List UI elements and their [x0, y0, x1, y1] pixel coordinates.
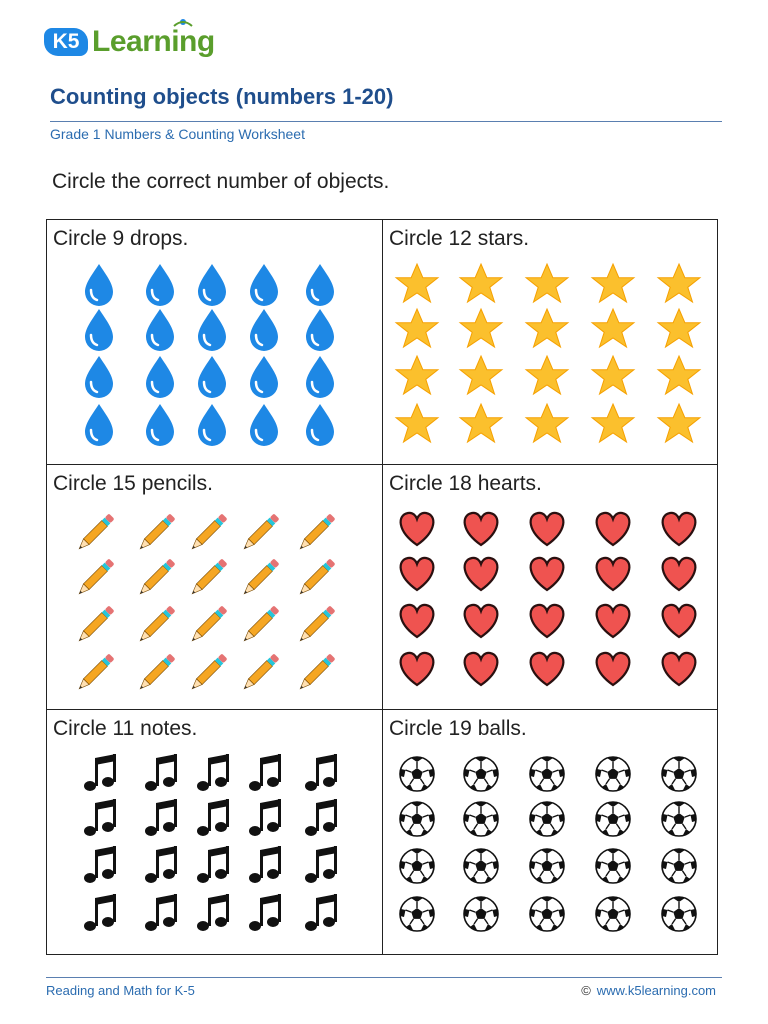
exercise-prompt: Circle 9 drops.: [53, 227, 189, 250]
soccer-ball-icon: [464, 802, 498, 836]
heart-icon: [401, 605, 434, 637]
heart-icon: [401, 653, 434, 685]
music-note-icon: [145, 846, 177, 883]
drop-icon: [85, 356, 113, 398]
star-icon: [526, 264, 568, 302]
music-note-icon: [249, 754, 281, 791]
drop-icon: [306, 264, 334, 306]
pencil-icon: [241, 558, 279, 596]
soccer-ball-icon: [596, 757, 630, 791]
drop-icon: [250, 309, 278, 351]
footer-site-link[interactable]: [581, 983, 716, 998]
music-note-icon: [84, 799, 116, 836]
star-icon: [592, 264, 634, 302]
soccer-ball-icon: [662, 802, 696, 836]
heart-icon: [531, 513, 564, 545]
footer-divider: [46, 977, 722, 978]
pencil-icon: [297, 653, 335, 691]
music-note-icon: [197, 799, 229, 836]
hearts-group: [383, 501, 718, 707]
pencil-icon: [189, 558, 227, 596]
soccer-ball-icon: [530, 897, 564, 931]
k5-learning-logo[interactable]: [44, 16, 224, 64]
soccer-ball-icon: [400, 757, 434, 791]
pencil-icon: [189, 605, 227, 643]
star-icon: [396, 404, 438, 442]
exercise-prompt: Circle 12 stars.: [389, 227, 530, 250]
music-note-icon: [197, 894, 229, 931]
music-note-icon: [84, 894, 116, 931]
notes-group: [47, 746, 382, 952]
music-note-icon: [145, 894, 177, 931]
music-note-icon: [84, 754, 116, 791]
star-icon: [526, 309, 568, 347]
logo-star-icon: [172, 16, 194, 32]
star-icon: [658, 309, 700, 347]
instructions-text: Circle the correct number of objects.: [52, 170, 390, 193]
star-icon: [460, 356, 502, 394]
drop-icon: [250, 264, 278, 306]
stars-group: [383, 256, 718, 462]
heart-icon: [663, 653, 696, 685]
pencil-icon: [241, 513, 279, 551]
soccer-ball-icon: [400, 849, 434, 883]
heart-icon: [597, 605, 630, 637]
exercise-prompt: Circle 19 balls.: [389, 717, 527, 740]
drop-icon: [198, 264, 226, 306]
soccer-ball-icon: [400, 897, 434, 931]
copyright-symbol: ©: [581, 983, 591, 998]
drop-icon: [146, 309, 174, 351]
drop-icon: [198, 356, 226, 398]
star-icon: [658, 356, 700, 394]
exercise-cell-drops: [47, 220, 383, 465]
music-note-icon: [305, 894, 337, 931]
pencil-icon: [137, 558, 175, 596]
logo-badge: K5: [44, 28, 88, 56]
soccer-ball-icon: [464, 757, 498, 791]
pencil-icon: [297, 605, 335, 643]
music-note-icon: [249, 894, 281, 931]
balls-group: [383, 746, 718, 952]
heart-icon: [531, 558, 564, 590]
footer-tagline: Reading and Math for K-5: [46, 983, 195, 998]
pencil-icon: [189, 653, 227, 691]
drop-icon: [198, 404, 226, 446]
soccer-ball-icon: [662, 757, 696, 791]
pencil-icon: [137, 605, 175, 643]
drop-icon: [306, 309, 334, 351]
music-note-icon: [197, 754, 229, 791]
soccer-ball-icon: [464, 849, 498, 883]
drop-icon: [85, 264, 113, 306]
heart-icon: [531, 605, 564, 637]
drop-icon: [85, 309, 113, 351]
heart-icon: [465, 653, 498, 685]
heart-icon: [663, 513, 696, 545]
star-icon: [460, 309, 502, 347]
heart-icon: [597, 558, 630, 590]
pencil-icon: [297, 513, 335, 551]
pencil-icon: [297, 558, 335, 596]
pencil-icon: [76, 513, 114, 551]
drop-icon: [146, 264, 174, 306]
soccer-ball-icon: [464, 897, 498, 931]
music-note-icon: [145, 754, 177, 791]
star-icon: [658, 404, 700, 442]
soccer-ball-icon: [662, 849, 696, 883]
music-note-icon: [84, 846, 116, 883]
soccer-ball-icon: [530, 849, 564, 883]
heart-icon: [663, 605, 696, 637]
heart-icon: [401, 513, 434, 545]
drop-icon: [85, 404, 113, 446]
drops-group: [47, 256, 382, 462]
drop-icon: [146, 404, 174, 446]
heart-icon: [401, 558, 434, 590]
soccer-ball-icon: [662, 897, 696, 931]
heart-icon: [597, 513, 630, 545]
soccer-ball-icon: [596, 897, 630, 931]
star-icon: [592, 356, 634, 394]
music-note-icon: [305, 846, 337, 883]
drop-icon: [250, 356, 278, 398]
heart-icon: [531, 653, 564, 685]
exercise-grid: [46, 219, 718, 955]
drop-icon: [306, 404, 334, 446]
heart-icon: [465, 558, 498, 590]
star-icon: [396, 356, 438, 394]
star-icon: [592, 309, 634, 347]
pencil-icon: [76, 605, 114, 643]
pencils-group: [47, 501, 382, 707]
pencil-icon: [241, 605, 279, 643]
drop-icon: [198, 309, 226, 351]
music-note-icon: [305, 799, 337, 836]
heart-icon: [597, 653, 630, 685]
exercise-prompt: Circle 18 hearts.: [389, 472, 542, 495]
star-icon: [526, 356, 568, 394]
star-icon: [396, 309, 438, 347]
soccer-ball-icon: [400, 802, 434, 836]
drop-icon: [146, 356, 174, 398]
drop-icon: [306, 356, 334, 398]
soccer-ball-icon: [596, 802, 630, 836]
pencil-icon: [137, 513, 175, 551]
music-note-icon: [145, 799, 177, 836]
star-icon: [460, 404, 502, 442]
music-note-icon: [197, 846, 229, 883]
soccer-ball-icon: [530, 757, 564, 791]
drop-icon: [250, 404, 278, 446]
page-subtitle: Grade 1 Numbers & Counting Worksheet: [50, 126, 305, 142]
exercise-cell-notes: [47, 710, 383, 954]
exercise-prompt: Circle 15 pencils.: [53, 472, 213, 495]
soccer-ball-icon: [596, 849, 630, 883]
pencil-icon: [76, 653, 114, 691]
exercise-cell-pencils: [47, 465, 383, 710]
music-note-icon: [249, 799, 281, 836]
footer-url: www.k5learning.com: [596, 983, 716, 998]
star-icon: [396, 264, 438, 302]
star-icon: [658, 264, 700, 302]
title-divider: [50, 121, 722, 122]
pencil-icon: [76, 558, 114, 596]
star-icon: [526, 404, 568, 442]
pencil-icon: [189, 513, 227, 551]
star-icon: [460, 264, 502, 302]
star-icon: [592, 404, 634, 442]
music-note-icon: [305, 754, 337, 791]
heart-icon: [465, 605, 498, 637]
soccer-ball-icon: [530, 802, 564, 836]
exercise-cell-hearts: [383, 465, 718, 710]
pencil-icon: [241, 653, 279, 691]
heart-icon: [663, 558, 696, 590]
music-note-icon: [249, 846, 281, 883]
exercise-cell-stars: [383, 220, 718, 465]
heart-icon: [465, 513, 498, 545]
logo-wordmark: Learning: [92, 25, 215, 58]
exercise-prompt: Circle 11 notes.: [53, 717, 198, 740]
pencil-icon: [137, 653, 175, 691]
page-title: Counting objects (numbers 1-20): [50, 84, 394, 109]
exercise-cell-balls: [383, 710, 718, 954]
